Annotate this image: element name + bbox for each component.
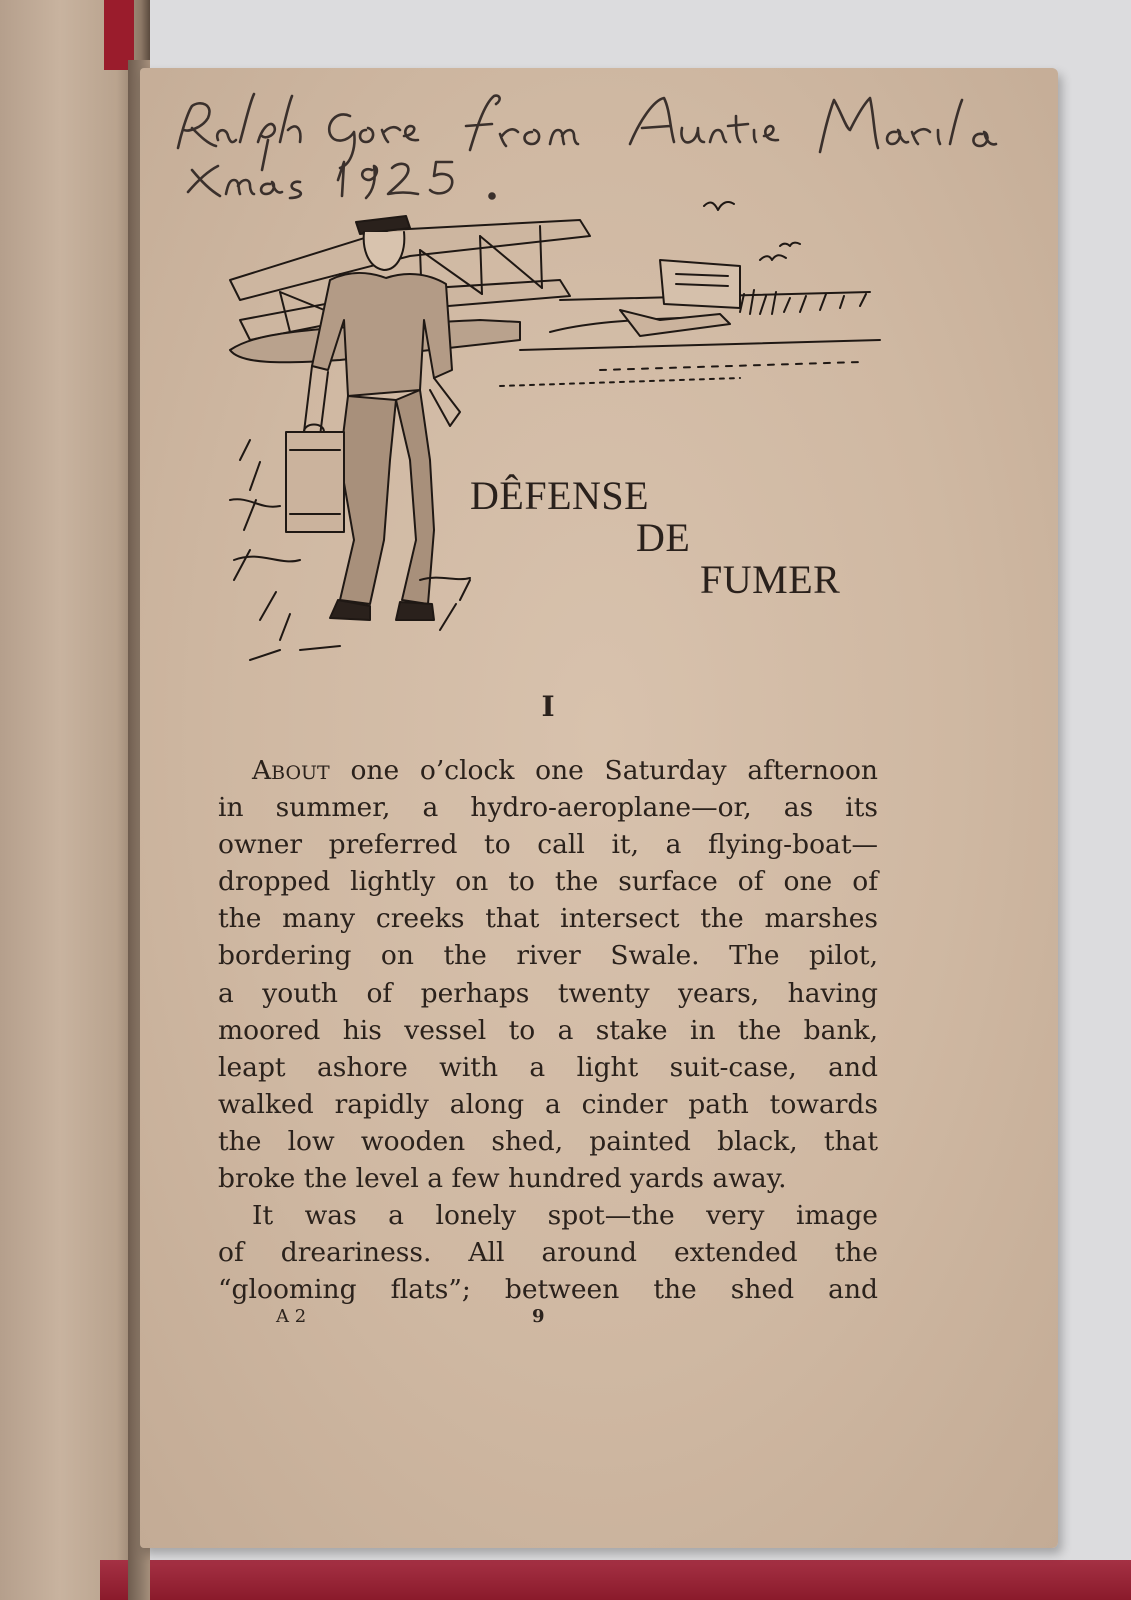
pilot-with-seaplane-illustration bbox=[220, 200, 900, 680]
body-line: of dreariness. All around extended the bbox=[218, 1237, 878, 1269]
body-line: broke the level a few hundred yards away. bbox=[218, 1163, 787, 1195]
body-line: bordering on the river Swale. The pilot, bbox=[218, 940, 878, 972]
body-text bbox=[218, 752, 878, 1308]
first-word: About bbox=[252, 755, 330, 786]
body-line: owner preferred to call it, a flying-boat— bbox=[218, 829, 878, 861]
first-line-rest: one o’clock one Saturday afternoon bbox=[329, 755, 878, 786]
body-line: leapt ashore with a light suit-case, and bbox=[218, 1051, 878, 1083]
chapter-title-line-1: DÊFENSE bbox=[470, 473, 650, 518]
body-line: walked rapidly along a cinder path towards bbox=[218, 1088, 878, 1120]
body-line: a youth of perhaps twenty years, having bbox=[218, 977, 878, 1009]
chapter-number: I bbox=[541, 690, 555, 723]
handwritten-inscription bbox=[170, 70, 1030, 220]
book-cover-bottom bbox=[100, 1560, 1131, 1600]
body-line: the low wooden shed, painted black, that bbox=[218, 1125, 878, 1157]
body-line: in summer, a hydro-aeroplane—or, as its bbox=[218, 792, 878, 824]
body-line: dropped lightly on to the surface of one of bbox=[218, 866, 878, 898]
body-line: It was a lonely spot—the very image bbox=[252, 1200, 878, 1232]
body-line: the many creeks that intersect the marshes bbox=[218, 903, 878, 935]
body-line: “glooming flats”; between the shed and bbox=[218, 1274, 878, 1306]
inscription-drawing bbox=[170, 70, 1030, 220]
printer-signature-mark: A 2 bbox=[276, 1306, 307, 1327]
body-line bbox=[218, 752, 878, 789]
chapter-title-line-3: FUMER bbox=[700, 557, 841, 602]
body-line: moored his vessel to a stake in the bank, bbox=[218, 1014, 878, 1046]
page-number: 9 bbox=[532, 1306, 545, 1327]
chapter-title-line-2: DE bbox=[636, 515, 691, 560]
illustration-drawing bbox=[220, 200, 900, 680]
